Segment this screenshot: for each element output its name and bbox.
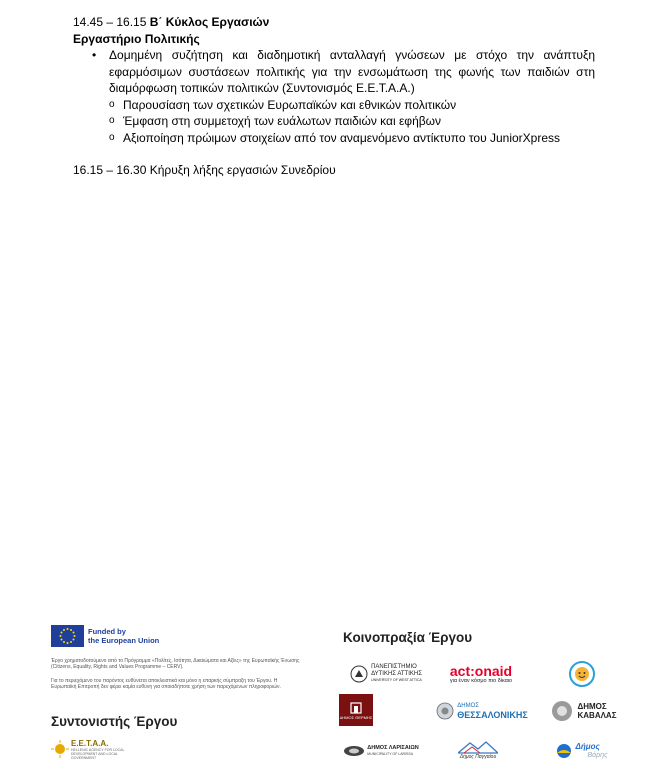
child-logo <box>568 660 596 688</box>
vari-sun-icon <box>555 742 573 760</box>
sub-item-text: Παρουσίαση των σχετικών Ευρωπαϊκών και εθνικών πολιτικών <box>123 97 457 112</box>
circle-bullet-icon: o <box>109 131 115 143</box>
closing-line: 16.15 – 16.30 Κήρυξη λήξης εργασιών Συνεδρίου <box>73 163 336 177</box>
larissa-logo: ΔΗΜΟΣ ΛΑΡΙΣΑΙΩΝ MUNICIPALITY OF LARISSA <box>343 740 419 762</box>
thermi-logo: ΔΗΜΟΣ ΘΕΡΜΗΣ <box>339 694 373 726</box>
uniwa-emblem-icon <box>350 665 368 683</box>
bullet-dot-icon: • <box>92 48 97 62</box>
disclaimer: Για το περιεχόμενο του παρόντος ευθύνεται αποκλειστικά και μόνο η επαρκής σύμπραξη του Έργου. Η Ευρωπαϊκή Επιτροπή δεν φέρει καμία ευθύνη για οποιαδήποτε χρήση των παρεχόμενων πληροφοριών. <box>51 678 281 690</box>
circle-bullet-icon: o <box>109 115 115 126</box>
actionaid-logo: act:onaid για έναν κόσμο πιο δίκαιο <box>449 663 513 684</box>
thessaloniki-logo: ΔΗΜΟΣ ΘΕΣΣΑΛΟΝΙΚΗΣ <box>436 699 528 723</box>
funding-note: Έργο χρηματοδοτούμενο από το Πρόγραμμα «Πολίτες, Ισότητα, Δικαιώματα και Αξίες» της Ευρωπαϊκής Ένωσης (Citizens, Equality, Rights and Values Programme – CERV). <box>51 658 300 670</box>
sub-item-text: Αξιοποίηση πρώιμων στοιχείων από τον αναμενόμενο αντίκτυπο του JuniorXpress <box>123 130 560 145</box>
eu-funding-label: Funded by the European Union <box>88 627 160 645</box>
eetaa-logo: Ε.Ε.Τ.Α.Α. HELLENIC AGENCY FOR LOCAL DEVELOPMENT AND LOCAL GOVERNMENT <box>51 738 141 760</box>
circle-bullet-icon: o <box>109 98 115 110</box>
sub-item <box>73 130 595 147</box>
program-section <box>73 14 595 179</box>
session-time: 14.45 – 16.15 <box>73 15 147 29</box>
larissa-emblem-icon <box>343 744 365 758</box>
kavala-logo: ΔΗΜΟΣ ΚΑΒΑΛΑΣ <box>547 697 621 725</box>
session-title: Β΄ Κύκλος Εργασιών <box>149 15 270 29</box>
thessaloniki-emblem-icon <box>436 702 454 720</box>
sub-item <box>73 97 595 114</box>
vari-logo: Δήμος Βάρης <box>543 739 619 763</box>
workshop-title: Εργαστήριο Πολιτικής <box>73 31 200 46</box>
thermi-emblem-icon <box>349 701 363 715</box>
kavala-emblem-icon <box>551 700 573 722</box>
coordinator-title: Συντονιστής Έργου <box>51 714 178 729</box>
paggaio-logo: Δήμος Παγγαίου <box>452 737 504 763</box>
bullet-item <box>73 47 595 97</box>
sub-item <box>73 113 595 130</box>
consortium-title: Κοινοπραξία Έργου <box>343 630 473 645</box>
eu-flag-icon <box>51 625 84 647</box>
child-face-icon <box>569 661 595 687</box>
bullet-text: Δομημένη συζήτηση και διαδημοτική ανταλλαγή γνώσεων με στόχο την ανάπτυξη εφαρμόσιμων συστάσεων πολιτικής για την ενσωμάτωση της φωνής των παιδιών στη διαμόρφωση τοπικών πολιτικών (Συντονισμός Ε.Ε.Τ.Α.Α.) <box>109 48 595 95</box>
mountains-icon <box>458 740 498 754</box>
uniwa-logo: ΠΑΝΕΠΙΣΤΗΜΙΟ ΔΥΤΙΚΗΣ ΑΤΤΙΚΗΣ UNIVERSITY OF WEST ATTICA <box>345 662 427 686</box>
sub-item-text: Έμφαση στη συμμετοχή των ευάλωτων παιδιών και εφήβων <box>123 114 442 128</box>
eetaa-sun-icon <box>51 740 69 758</box>
session-header <box>73 14 595 31</box>
